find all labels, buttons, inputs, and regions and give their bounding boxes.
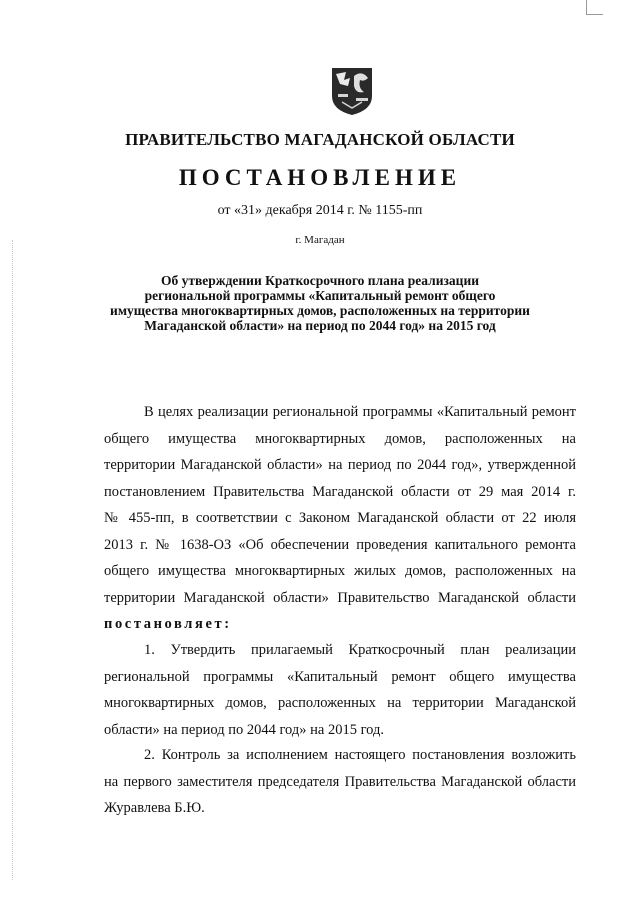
scan-margin-artifact	[12, 240, 15, 880]
resolves-line	[104, 611, 576, 638]
document-city: г. Магадан	[295, 234, 345, 246]
item-1-line: многоквартирных домов, расположенных на территории Магаданской	[104, 695, 576, 711]
preamble-line: № 455-пп, в соответствии с Законом Магаданской области от 22 июля	[104, 510, 576, 526]
item-2-line: Журавлева Б.Ю.	[104, 800, 205, 816]
preamble-line: общего имущества многоквартирных жилых домов, расположенных на	[104, 563, 576, 579]
preamble-line: территории Магаданской области» на период по 2044 год», утвержденной	[104, 457, 576, 473]
preamble-line: территории Магаданской области» Правительство Магаданской области	[104, 589, 576, 606]
preamble-paragraph	[104, 399, 576, 638]
subject-line: имущества многоквартирных домов, расположенных на территории	[110, 303, 530, 318]
item-1-paragraph	[104, 637, 576, 743]
item-2-line: 2. Контроль за исполнением настоящего постановления возложить	[144, 747, 576, 763]
scan-corner-mark	[586, 0, 603, 15]
preamble-line: постановлением Правительства Магаданской области от 29 мая 2014 г.	[104, 483, 576, 500]
subject-line: Магаданской области» на период по 2044 год» на 2015 год	[144, 318, 496, 333]
subject-line: региональной программы «Капитальный ремонт общего	[144, 288, 496, 303]
preamble-line: общего имущества многоквартирных домов, расположенных на	[104, 430, 576, 447]
preamble-line: В целях реализации региональной программы «Капитальный ремонт	[144, 404, 576, 420]
document-subject	[90, 273, 550, 333]
government-name: ПРАВИТЕЛЬСТВО МАГАДАНСКОЙ ОБЛАСТИ	[125, 130, 515, 149]
document-date-number: от «31» декабря 2014 г. № 1155-пп	[217, 203, 423, 218]
resolves-word: постановляет	[104, 616, 225, 632]
coat-of-arms-icon	[330, 66, 374, 116]
subject-line: Об утверждении Краткосрочного плана реализации	[161, 273, 479, 288]
preamble-line: 2013 г. № 1638-ОЗ «Об обеспечении проведения капитального ремонта	[104, 536, 576, 553]
item-2-paragraph	[104, 742, 576, 822]
item-2-line: на первого заместителя председателя Правительства Магаданской области	[104, 773, 576, 790]
item-1-line: 1. Утвердить прилагаемый Краткосрочный план реализации	[144, 642, 576, 658]
item-1-line: области» на период по 2044 год» на 2015 год.	[104, 721, 385, 738]
resolves-colon: :	[224, 616, 230, 632]
document-type-title: ПОСТАНОВЛЕНИЕ	[178, 165, 462, 190]
item-1-line: региональной программы «Капитальный ремонт общего имущества	[104, 668, 576, 685]
